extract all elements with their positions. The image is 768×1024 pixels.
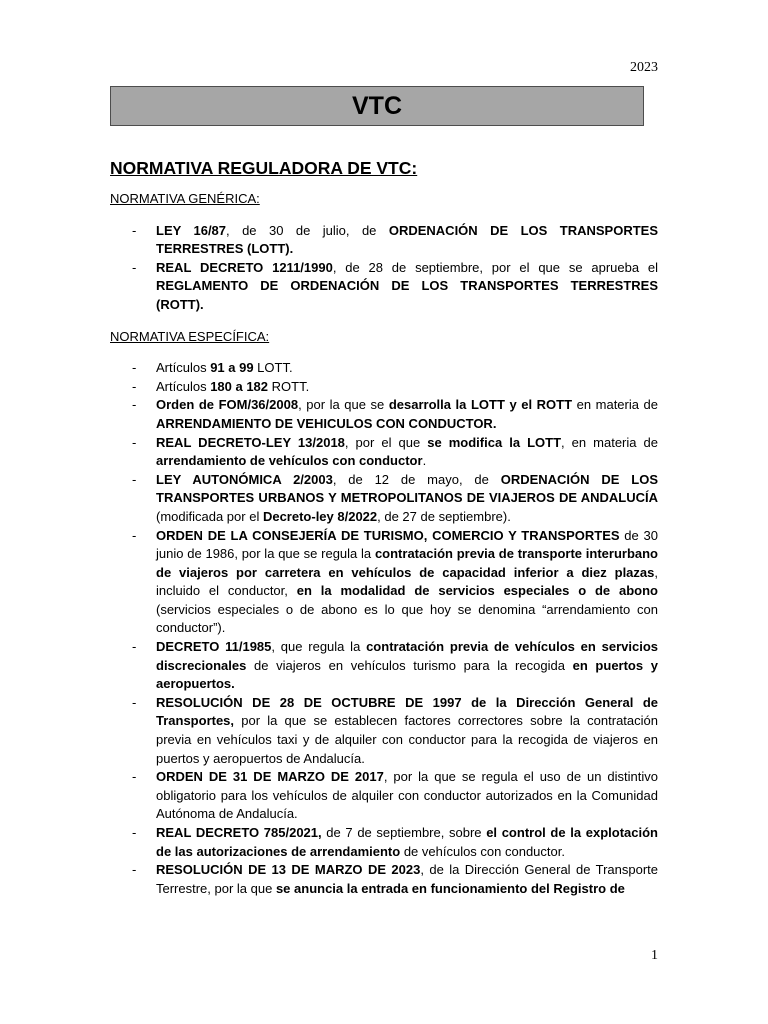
item-text: , de la Dirección General de Transporte Terrestre, por la que: [156, 862, 658, 896]
regulation-item: [110, 694, 658, 768]
document-title-box: [110, 86, 644, 126]
main-heading: NORMATIVA REGULADORA DE VTC:: [110, 158, 418, 178]
page-number: 1: [651, 948, 658, 963]
regulation-item: [110, 222, 658, 259]
regulation-item: [110, 861, 658, 898]
regulation-item: [110, 434, 658, 471]
regulation-item: [110, 768, 658, 824]
regulation-item: [110, 824, 658, 861]
bold-text: 91 a 99: [210, 360, 254, 376]
item-text: , de 30 de julio, de: [226, 222, 389, 238]
section-heading-specific: NORMATIVA ESPECÍFICA:: [110, 328, 270, 344]
item-text: por la que se establecen factores correctores sobre la contratación previa en vehículos taxi y de alquiler con conductor para la recogida de viajeros en puertos y aeropuertos de Andalucía.: [156, 713, 658, 766]
bold-text: se modifica la LOTT: [427, 434, 562, 450]
generic-regulation-list: [110, 222, 658, 315]
regulation-item: [110, 471, 658, 527]
item-text: , por la que se regula el uso de un distintivo obligatorio para los vehículos de alquiler con conductor autorizados en la Comunidad Autónoma de Andalucía.: [156, 769, 658, 822]
bold-text: Orden de FOM/36/2008: [156, 397, 299, 413]
bold-text: REAL DECRETO 1211/1990: [156, 259, 333, 275]
item-text: , de 27 de septiembre).: [377, 508, 511, 524]
specific-regulation-list: [110, 359, 658, 898]
item-text: , de 12 de mayo, de: [332, 471, 501, 487]
bold-text: arrendamiento de vehículos con conductor: [156, 453, 423, 469]
regulation-item: [110, 359, 658, 378]
item-text: (servicios especiales o de abono es lo que hoy se denomina “arrendamiento con conductor”).: [156, 601, 658, 636]
item-text: , de 28 de septiembre, por el que se aprueba el: [332, 259, 659, 275]
bold-text: ORDENACIÓN DE LOS TRANSPORTES TERRESTRES (LOTT).: [156, 222, 659, 257]
item-text: de viajeros en vehículos turismo para la recogida: [246, 657, 573, 673]
item-text: ROTT.: [268, 378, 310, 394]
bold-text: ORDENACIÓN DE LOS TRANSPORTES URBANOS Y METROPOLITANOS DE VIAJEROS DE ANDALUCÍA: [156, 471, 658, 506]
regulation-item: [110, 378, 658, 397]
item-text: , por la que se: [298, 397, 389, 413]
bold-text: ORDEN DE LA CONSEJERÍA DE TURISMO, COMERCIO Y TRANSPORTES: [156, 527, 620, 543]
bold-text: ORDEN DE 31 DE MARZO DE 2017: [156, 769, 384, 785]
regulation-item: [110, 527, 658, 639]
bold-text: LEY AUTONÓMICA 2/2003: [156, 471, 333, 487]
bold-text: en puertos y aeropuertos.: [156, 657, 659, 692]
bold-text: desarrolla la LOTT y el ROTT: [388, 397, 573, 413]
item-text: .: [422, 453, 427, 469]
bold-text: REAL DECRETO-LEY 13/2018: [156, 434, 345, 450]
bold-text: 180 a 182: [210, 378, 269, 394]
item-text: en materia de: [572, 397, 659, 413]
bold-text: LEY 16/87: [156, 222, 227, 238]
item-text: (modificada por el: [156, 508, 263, 524]
item-text: , incluido el conductor,: [156, 564, 658, 599]
regulation-item: [110, 396, 658, 433]
bold-text: RESOLUCIÓN DE 13 DE MARZO DE 2023: [156, 862, 421, 878]
section-heading-generic: NORMATIVA GENÉRICA:: [110, 191, 260, 206]
document-year: 2023: [630, 60, 658, 75]
regulation-item: [110, 259, 658, 315]
bold-text: en la modalidad de servicios especiales o de abono: [296, 583, 658, 599]
regulation-item: [110, 638, 658, 694]
bold-text: ARRENDAMIENTO DE VEHICULOS CON CONDUCTOR.: [156, 415, 497, 431]
bold-text: DECRETO 11/1985: [156, 639, 272, 655]
document-body: [110, 156, 658, 911]
bold-text: contratación previa de transporte interurbano de viajeros por carretera en vehículos de capacidad inferior a diez plazas: [156, 546, 658, 580]
item-text: , que regula la: [271, 639, 367, 655]
bold-text: REGLAMENTO DE ORDENACIÓN DE LOS TRANSPORTES TERRESTRES (ROTT).: [156, 278, 658, 312]
item-text: de 7 de septiembre, sobre: [321, 825, 487, 840]
bold-text: contratación previa de vehículos en servicios discrecionales: [156, 639, 658, 673]
item-text: LOTT.: [253, 360, 293, 376]
bold-text: Decreto-ley 8/2022: [262, 508, 378, 524]
item-text: Artículos: [156, 360, 211, 376]
item-text: , en materia de: [561, 434, 658, 450]
document-title: VTC: [352, 91, 402, 120]
bold-text: el control de la explotación de las autorizaciones de arrendamiento: [156, 825, 658, 859]
bold-text: REAL DECRETO 785/2021,: [156, 825, 322, 840]
bold-text: se anuncia la entrada en funcionamiento del Registro de: [275, 880, 625, 896]
bold-text: RESOLUCIÓN DE 28 DE OCTUBRE DE 1997 de la Dirección General de Transportes,: [156, 694, 658, 729]
item-text: , por el que: [344, 434, 428, 450]
item-text: Artículos: [156, 378, 211, 394]
item-text: de vehículos con conductor.: [400, 843, 565, 859]
item-text: de 30 junio de 1986, por la que se regula la: [156, 527, 658, 562]
